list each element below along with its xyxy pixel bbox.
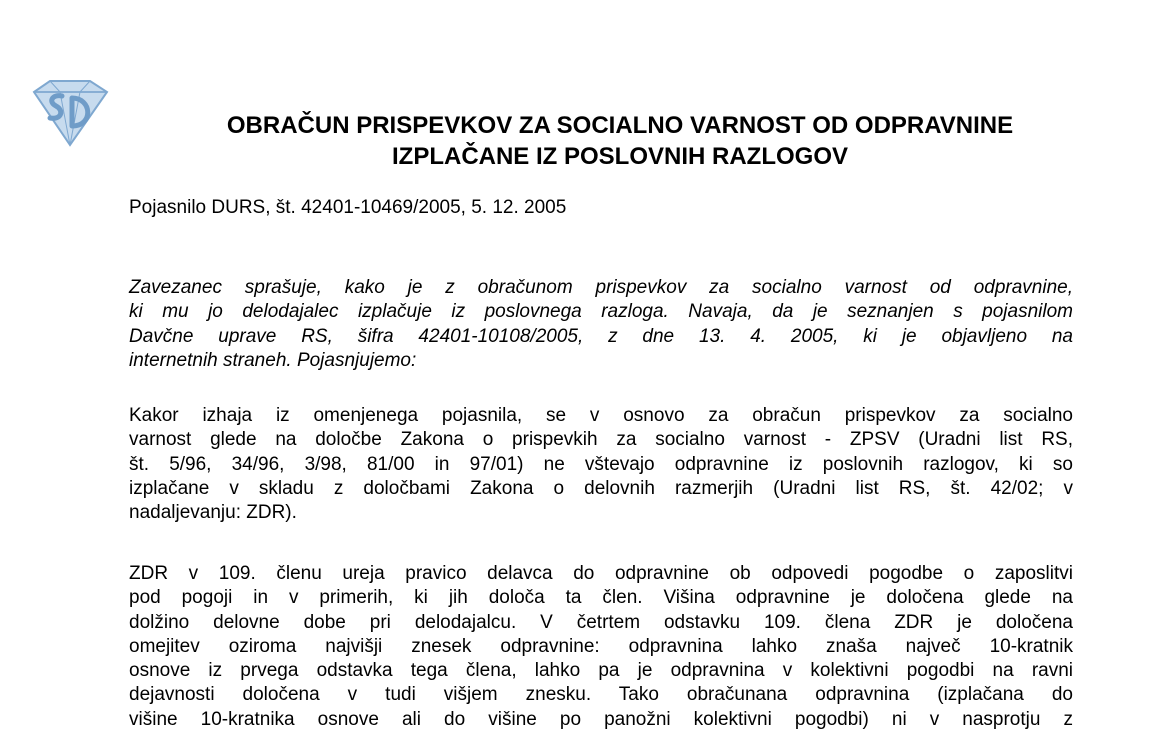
paragraph-line: pod pogoji in v primerih, ki jih določa ta člen. Višina odpravnine je določena glede na	[129, 587, 1073, 609]
question-line: ki mu jo delodajalec izplačuje iz poslovnega razloga. Navaja, da je seznanjen s pojasnilom	[129, 301, 1073, 323]
question-line: internetnih straneh. Pojasnjujemo:	[129, 349, 417, 371]
paragraph-line: dolžino delovne dobe pri delodajalcu. V četrtem odstavku 109. člena ZDR je določena	[129, 611, 1073, 633]
sd-logo-icon	[28, 78, 112, 148]
paragraph-line: omejitev oziroma najvišji znesek odpravnine: odpravnina lahko znaša največ 10-kratnik	[129, 635, 1073, 657]
paragraph-line: varnost glede na določbe Zakona o prispevkih za socialno varnost - ZPSV (Uradni list RS,	[129, 429, 1073, 451]
page-title	[120, 110, 1120, 172]
paragraph-line: nadaljevanju: ZDR).	[129, 502, 297, 524]
title-line: OBRAČUN PRISPEVKOV ZA SOCIALNO VARNOST OD ODPRAVNINE	[226, 112, 1014, 139]
body-paragraph-1	[129, 404, 1073, 525]
paragraph-line: dejavnosti določena v tudi višjem znesku. Tako obračunana odpravnina (izplačana do	[129, 684, 1073, 706]
question-paragraph	[129, 276, 1073, 373]
title-line: IZPLAČANE IZ POSLOVNIH RAZLOGOV	[391, 143, 848, 170]
paragraph-line: št. 5/96, 34/96, 3/98, 81/00 in 97/01) ne vštevajo odpravnine iz poslovnih razlogov, ki so	[129, 453, 1073, 475]
paragraph-line: osnove iz prvega odstavka tega člena, lahko pa je odpravnina v kolektivni pogodbi na ravni	[129, 660, 1073, 682]
paragraph-line: ZDR v 109. členu ureja pravico delavca do odpravnine ob odpovedi pogodbe o zaposlitvi	[129, 563, 1073, 584]
paragraph-line: višine 10-kratnika osnove ali do višine po panožni kolektivni pogodbi) ni v nasprotju z	[129, 708, 1073, 730]
body-paragraph-2	[129, 562, 1073, 732]
paragraph-line: Kakor izhaja iz omenjenega pojasnila, se v osnovo za obračun prispevkov za socialno	[129, 405, 1073, 426]
question-line: Zavezanec sprašuje, kako je z obračunom prispevkov za socialno varnost od odpravnine,	[129, 277, 1073, 298]
document-reference: Pojasnilo DURS, št. 42401-10469/2005, 5. 12. 2005	[129, 197, 567, 218]
question-line: Davčne uprave RS, šifra 42401-10108/2005, z dne 13. 4. 2005, ki je objavljeno na	[129, 325, 1073, 347]
paragraph-line: izplačane v skladu z določbami Zakona o delovnih razmerjih (Uradni list RS, št. 42/02; v	[129, 477, 1073, 499]
